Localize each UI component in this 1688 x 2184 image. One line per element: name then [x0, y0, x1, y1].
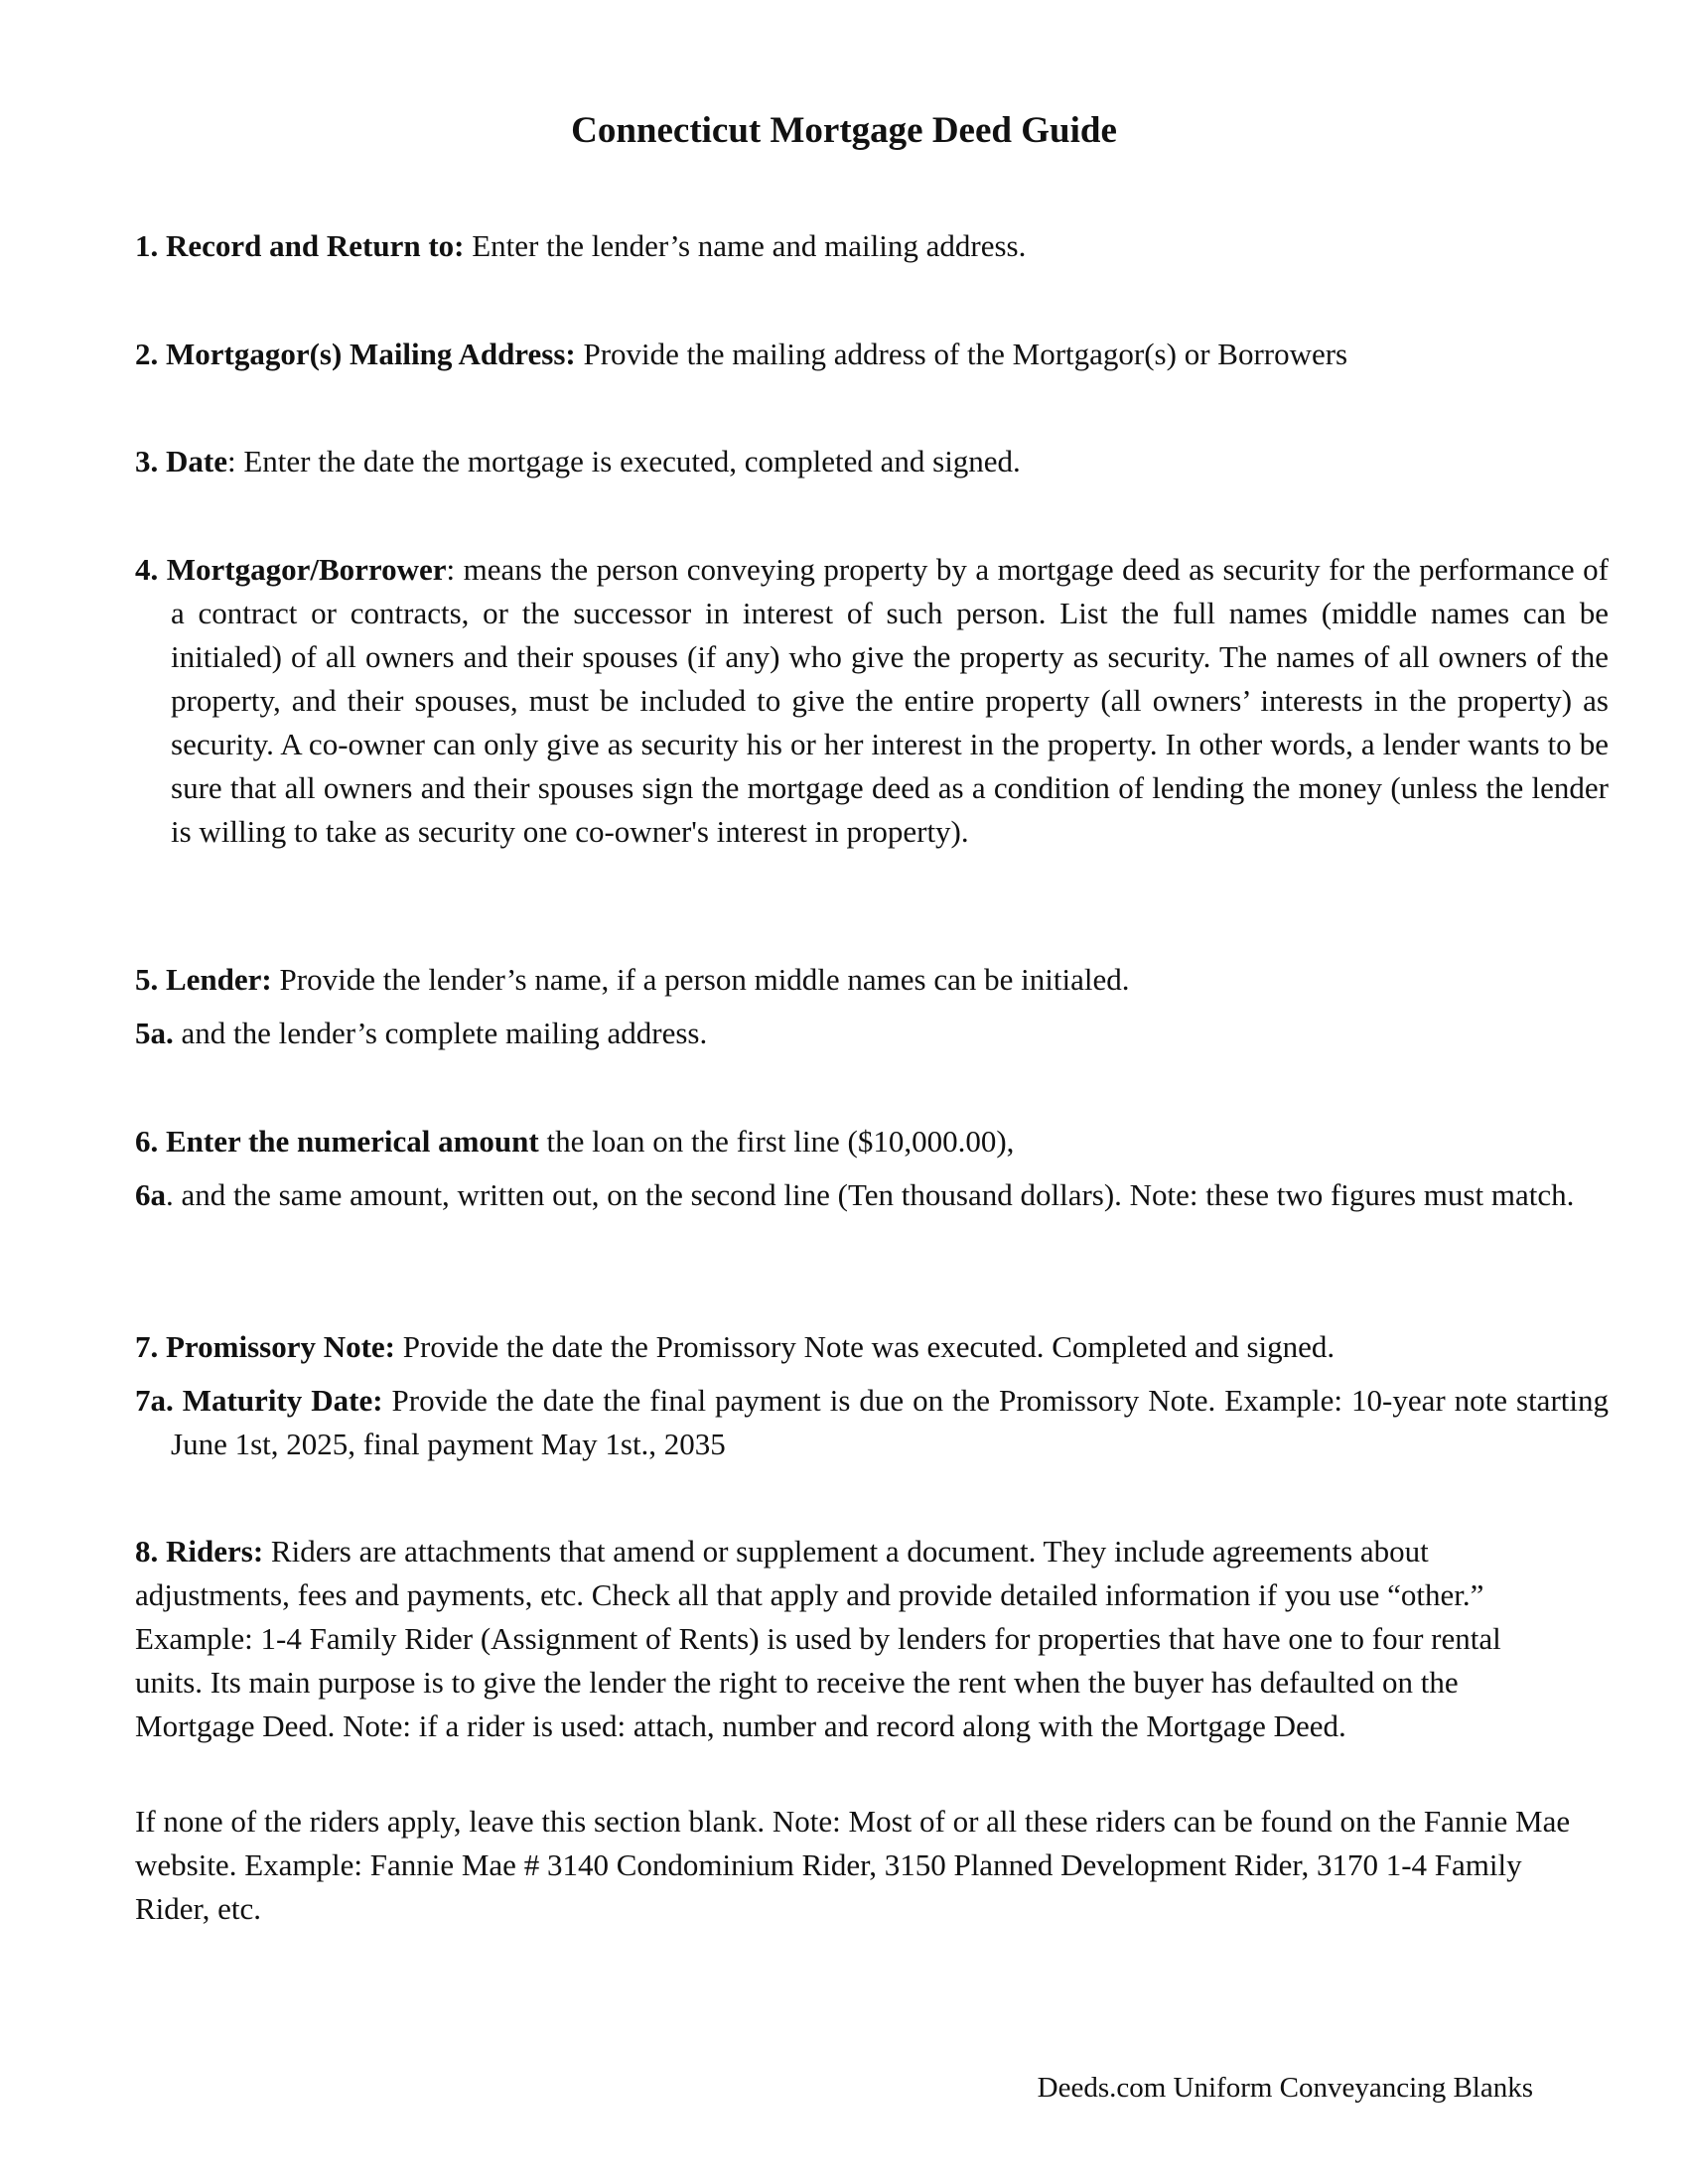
item-numerical-amount — [135, 1120, 1573, 1163]
item-maturity-date — [135, 1379, 1609, 1466]
item-label: 7a. Maturity Date: — [135, 1383, 383, 1418]
item-text: Riders are attachments that amend or supplement a document. They include agreements about adjustments, fees and payments, etc. Check all that apply and provide detailed information if you use “other.” Example: 1-4 Family Rider (Assignment of Rents) is used by lenders for properties that have one to four rental units. Its main purpose is to give the lender the right to receive the rent when the buyer has defaulted on the Mortgage Deed. Note: if a rider is used: attach, number and record along with the Mortgage Deed. — [135, 1534, 1501, 1743]
item-text: . and the same amount, written out, on the second line (Ten thousand dollars). Note: these two figures must match. — [166, 1177, 1575, 1212]
item-mortgagor-borrower — [135, 548, 1609, 854]
item-text: and the lender’s complete mailing address. — [173, 1016, 708, 1050]
riders-note: If none of the riders apply, leave this section blank. Note: Most of or all these riders can be found on the Fannie Mae website. Example: Fannie Mae # 3140 Condominium Rider, 3150 Planned Development Rider, 3170 1-4 Family Rider, etc. — [135, 1804, 1571, 1926]
item-text: : Enter the date the mortgage is executed, completed and signed. — [226, 444, 1021, 478]
page-title: Connecticut Mortgage Deed Guide — [571, 110, 1117, 151]
item-lender-address — [135, 1012, 1573, 1055]
item-text: Provide the date the final payment is due on the Promissory Note. Example: 10-year note starting June 1st, 2025, final payment May 1st., 2035 — [171, 1383, 1609, 1461]
item-date — [135, 440, 1573, 483]
item-label: 8. Riders: — [135, 1534, 264, 1569]
item-text: Provide the lender’s name, if a person middle names can be initialed. — [271, 962, 1130, 997]
item-text: Enter the lender’s name and mailing address. — [464, 228, 1027, 263]
item-label: 2. Mortgagor(s) Mailing Address: — [135, 337, 576, 371]
item-promissory-note — [135, 1325, 1573, 1369]
item-label: 5a. — [135, 1016, 174, 1050]
item-label: 4. Mortgagor/Borrower — [135, 552, 447, 587]
item-lender — [135, 958, 1573, 1002]
item-written-amount — [135, 1173, 1609, 1217]
footer-text: Deeds.com Uniform Conveyancing Blanks — [1037, 2072, 1533, 2104]
item-text: Provide the mailing address of the Mortgagor(s) or Borrowers — [575, 337, 1348, 371]
item-label: 6. Enter the numerical amount — [135, 1124, 539, 1159]
item-label: 5. Lender: — [135, 962, 272, 997]
item-text: : means the person conveying property by a mortgage deed as security for the performance of a contract or contracts, or the successor in interest of such person. List the full names (middle names can be initialed) of all owners and their spouses (if any) who give the property as security. The names of all owners of the property, and their spouses, must be included to give the entire property (all owners’ interests in the property) as security. A co-owner can only give as security his or her interest in the property. In other words, a lender wants to be sure that all owners and their spouses sign the mortgage deed as a condition of lending the money (unless the lender is willing to take as security one co-owner's interest in property). — [171, 552, 1609, 849]
item-label: 6a — [135, 1177, 166, 1212]
item-riders — [135, 1530, 1573, 1748]
item-label: 3. Date — [135, 444, 227, 478]
item-mortgagor-mailing-address — [135, 333, 1573, 376]
item-record-and-return — [135, 224, 1573, 268]
item-label: 1. Record and Return to: — [135, 228, 465, 263]
item-text: the loan on the first line ($10,000.00), — [538, 1124, 1015, 1159]
item-label: 7. Promissory Note: — [135, 1329, 396, 1364]
item-text: Provide the date the Promissory Note was executed. Completed and signed. — [395, 1329, 1336, 1364]
